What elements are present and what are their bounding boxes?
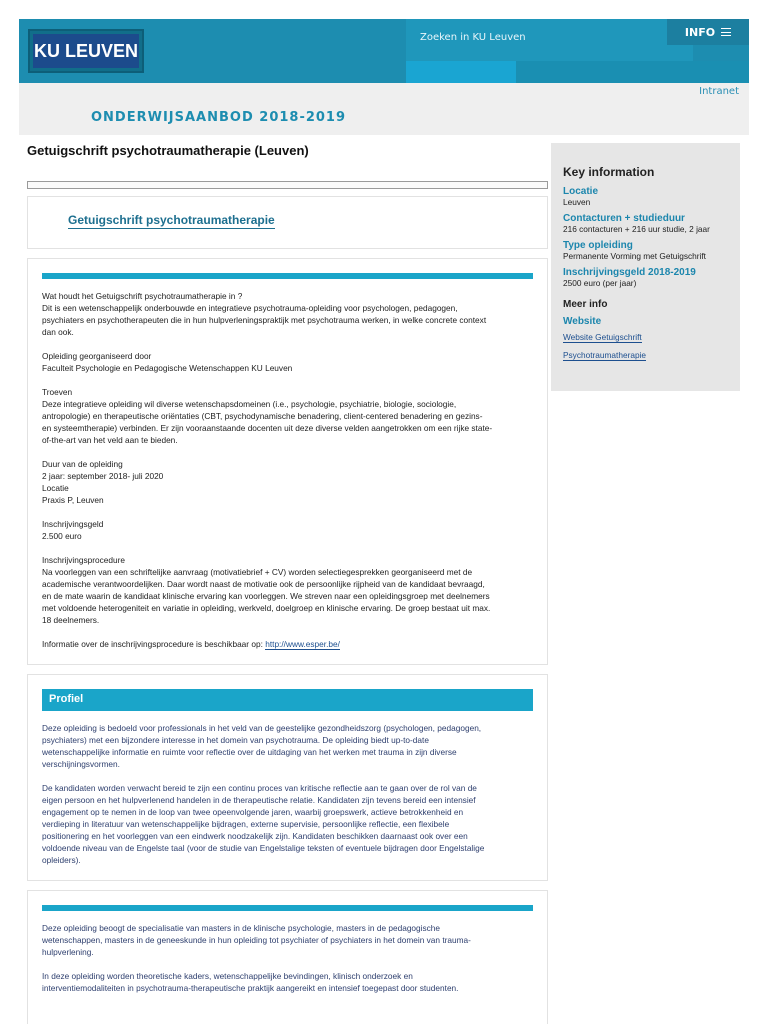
paragraph-gap: [42, 958, 536, 970]
text-line: psychiaters en psychotherapeuten die in hun hulpverleningspraktijk met psychotrauma werken, in welke concrete context: [42, 315, 487, 325]
text-line: en systeemtherapie) verbinden. Er zijn vooraanstaande docenten uit deze diverse velden aangetrokken om een rijke state-: [42, 423, 493, 433]
locatie-value: Leuven: [563, 197, 591, 207]
search-input[interactable]: [406, 19, 693, 61]
text-line: Inschrijvingsprocedure: [42, 555, 126, 565]
course-link-card: [27, 196, 548, 249]
text-line: Deze integratieve opleiding wil diverse wetenschapsdomeinen (i.e., psychologie, psychiatrie, biologie, sociologie,: [42, 399, 457, 409]
paragraph-gap: [42, 374, 536, 386]
hamburger-icon: [721, 28, 731, 36]
info-label: INFO: [684, 25, 716, 39]
text-line: Deze opleiding beoogt de specialisatie van masters in de klinische psychologie, masters in de pedagogische: [42, 923, 441, 933]
info-menu-button[interactable]: [667, 19, 749, 45]
paragraph-gap: [42, 338, 536, 350]
course-title: Getuigschrift psychotraumatherapie (Leuven): [27, 143, 309, 158]
esper-url-link[interactable]: http://www.esper.be/: [265, 639, 340, 649]
key-info-heading: Key information: [563, 165, 655, 179]
paragraph-gap: [42, 626, 536, 638]
text-line: wetenschappen, masters in de geneeskunde in hun opleiding tot psychiater of psychiaters in het domein van trauma-: [42, 935, 471, 945]
profiel-heading: Profiel: [42, 689, 533, 711]
search-placeholder: Zoeken in KU Leuven: [420, 32, 526, 43]
text-line: Duur van de opleiding: [42, 459, 123, 469]
paragraph-gap: [42, 506, 536, 518]
description-text: [42, 290, 536, 650]
text-line: interventiemodaliteiten in psychotrauma-therapeutische praktijk aangereikt en intensief toegepast door studenten.: [42, 983, 459, 993]
text-line: opleiders).: [42, 855, 81, 865]
paragraph-gap: [42, 770, 536, 782]
contact-value: 216 contacturen + 216 uur studie, 2 jaar: [563, 224, 710, 234]
text-line: 2 jaar: september 2018- juli 2020: [42, 471, 164, 481]
type-value: Permanente Vorming met Getuigschrift: [563, 251, 706, 261]
ku-leuven-logo[interactable]: [28, 29, 144, 73]
specialisatie-text: [42, 922, 536, 994]
text-line: academische verantwoordelijken. Daar wordt naast de motivatie ook de persoonlijke rijpheid van de kandidaat bevraagd,: [42, 579, 485, 589]
text-line: verdieping in literatuur van wetenschappelijke bijdragen, externe supervisie, persoonlijke reflectie, een flexibele: [42, 819, 450, 829]
text-line: Deze opleiding is bedoeld voor professionals in het veld van de geestelijke gezondheidszorg (psychologen, pedagogen,: [42, 723, 482, 733]
text-line: Inschrijvingsgeld: [42, 519, 104, 529]
text-line: Troeven: [42, 387, 73, 397]
text-line: engagement op te nemen in de loop van twee opeenvolgende jaren, waarbij groepswerk, actieve betrokkenheid en: [42, 807, 464, 817]
title-band: [19, 83, 749, 135]
header-accent-bar: [516, 61, 749, 83]
section-rule: [42, 905, 533, 911]
search-accent-bar: [406, 61, 516, 83]
website-label: Website: [563, 316, 602, 327]
text-line: De kandidaten worden verwacht bereid te zijn een continu proces van kritische reflectie aan te gaan over de rol van de: [42, 783, 477, 793]
website-link-1[interactable]: Website Getuigschrift: [563, 332, 642, 342]
text-line: Praxis P, Leuven: [42, 495, 104, 505]
course-link[interactable]: Getuigschrift psychotraumatherapie: [68, 213, 275, 227]
text-line: 2.500 euro: [42, 531, 82, 541]
profiel-card: [27, 674, 548, 881]
text-line: In deze opleiding worden theoretische kaders, wetenschappelijke bevindingen, klinisch onderzoek en: [42, 971, 413, 981]
text-line: Locatie: [42, 483, 69, 493]
text-line: of-the-art van het veld aan te bieden.: [42, 435, 178, 445]
text-line: verschijningsvormen.: [42, 759, 120, 769]
fee-value: 2500 euro (per jaar): [563, 278, 637, 288]
description-card: [27, 258, 548, 665]
text-line: Dit is een wetenschappelijk onderbouwde en integratieve psychotrauma-opleiding voor psychologen, pedagogen,: [42, 303, 458, 313]
divider-bar: [27, 181, 548, 189]
page-heading: ONDERWIJSAANBOD 2018-2019: [91, 110, 347, 125]
fee-label: Inschrijvingsgeld 2018-2019: [563, 267, 696, 278]
text-line: Faculteit Psychologie en Pedagogische Wetenschappen KU Leuven: [42, 363, 293, 373]
text-line: 18 deelnemers.: [42, 615, 100, 625]
section-rule: [42, 273, 533, 279]
text-line: met voldoende heterogeniteit en variatie in opleiding, werkveld, doelgroep en klinische ervaring. De groep bestaat uit max.: [42, 603, 491, 613]
type-label: Type opleiding: [563, 240, 633, 251]
profiel-text: [42, 722, 536, 866]
paragraph-gap: [42, 446, 536, 458]
logo-text: KU LEUVEN: [33, 34, 139, 68]
paragraph-gap: [42, 542, 536, 554]
text-line: antropologie) en therapeutische oriëntaties (CBT, psychodynamische benadering, client-centered benadering en gezins-: [42, 411, 483, 421]
website-link-2[interactable]: Psychotraumatherapie: [563, 350, 647, 360]
registration-info-line: [42, 638, 536, 650]
text-line: Wat houdt het Getuigschrift psychotraumatherapie in ?: [42, 291, 243, 301]
text-line: wetenschappelijke informatie en ruimte voor reflectie over de uitdaging van het werken met trauma in zijn diverse: [42, 747, 457, 757]
text-line: en de mate waarin de kandidaat klinische ervaring kan voorleggen. We streven naar een opleidingsgroep met deelnemers: [42, 591, 490, 601]
text-line: Opleiding georganiseerd door: [42, 351, 152, 361]
meer-info-heading: Meer info: [563, 299, 608, 310]
text-line: voldoende niveau van de Engelste taal (voor de studie van Engelstalige teksten of eventuele bijdragen door Engelstalige: [42, 843, 485, 853]
site-header: [19, 19, 749, 83]
text-line: psychiaters) met een bijzondere interesse in het domein van psychotrauma. De opleiding biedt up-to-date: [42, 735, 429, 745]
registration-info-text: Informatie over de inschrijvingsprocedure is beschikbaar op:: [42, 639, 266, 649]
text-line: Na voorleggen van een schriftelijke aanvraag (motivatiebrief + CV) worden selectiegesprekken georganiseerd met de: [42, 567, 473, 577]
specialisatie-card: [27, 890, 548, 1024]
text-line: eigen persoon en het hulpverlenend handelen in de therapeutische relatie. Kandidaten zijn tevens bereid een intensief: [42, 795, 476, 805]
contact-label: Contacturen + studieduur: [563, 213, 685, 224]
text-line: hulpverlening.: [42, 947, 94, 957]
text-line: dan ook.: [42, 327, 74, 337]
key-information-sidebar: [551, 143, 740, 391]
intranet-link[interactable]: Intranet: [699, 86, 739, 97]
text-line: positionering en het voorleggen van een eindwerk noodzakelijk zijn. Kandidaten beschikken daarnaast ook over een: [42, 831, 468, 841]
locatie-label: Locatie: [563, 186, 599, 197]
